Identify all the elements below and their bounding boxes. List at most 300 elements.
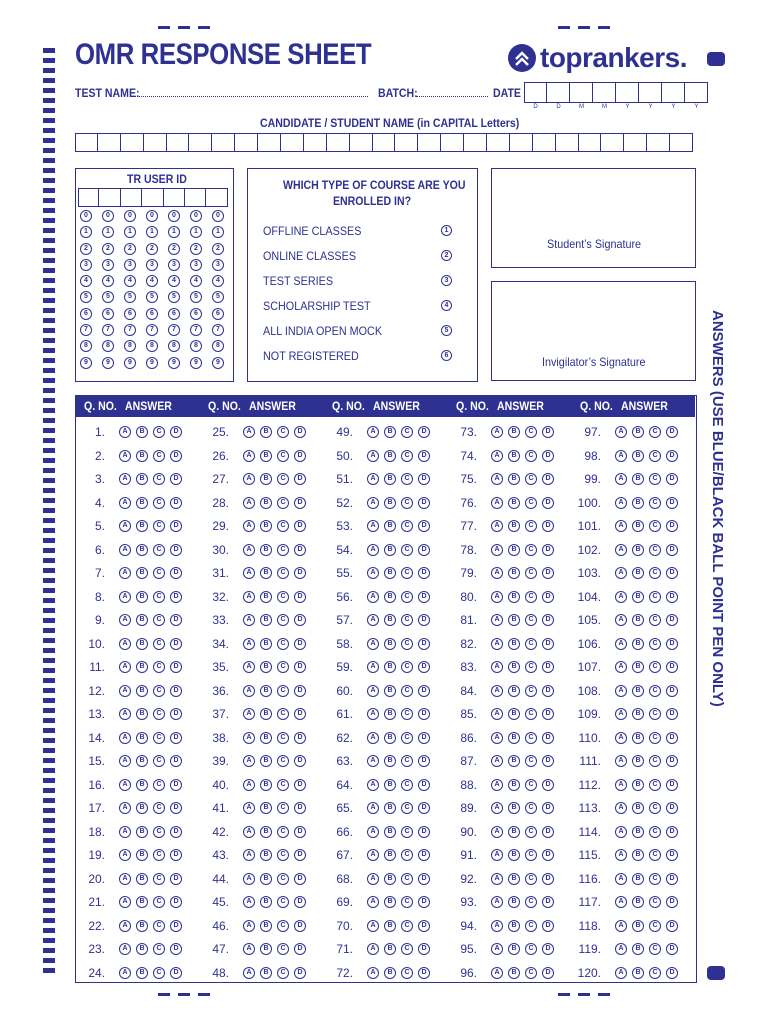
answer-bubble-a[interactable]: A bbox=[119, 544, 131, 556]
answer-bubble-a[interactable]: A bbox=[119, 661, 131, 673]
answer-bubble-a[interactable]: A bbox=[491, 544, 503, 556]
answer-bubble-d[interactable]: D bbox=[666, 708, 678, 720]
answer-bubble-a[interactable]: A bbox=[491, 779, 503, 791]
answer-bubble-c[interactable]: C bbox=[525, 732, 537, 744]
answer-bubble-c[interactable]: C bbox=[525, 497, 537, 509]
digit-bubble[interactable]: 8 bbox=[80, 340, 92, 352]
name-letter-cell[interactable] bbox=[350, 133, 373, 152]
answer-bubble-d[interactable]: D bbox=[542, 732, 554, 744]
answer-bubble-a[interactable]: A bbox=[243, 614, 255, 626]
digit-bubble[interactable]: 7 bbox=[168, 324, 180, 336]
digit-bubble[interactable]: 8 bbox=[212, 340, 224, 352]
answer-bubble-a[interactable]: A bbox=[119, 896, 131, 908]
answer-bubble-a[interactable]: A bbox=[367, 591, 379, 603]
answer-bubble-b[interactable]: B bbox=[136, 708, 148, 720]
answer-bubble-c[interactable]: C bbox=[649, 497, 661, 509]
answer-bubble-d[interactable]: D bbox=[170, 544, 182, 556]
answer-bubble-a[interactable]: A bbox=[119, 802, 131, 814]
answer-bubble-a[interactable]: A bbox=[119, 614, 131, 626]
answer-bubble-b[interactable]: B bbox=[136, 473, 148, 485]
answer-bubble-a[interactable]: A bbox=[367, 779, 379, 791]
digit-bubble[interactable]: 3 bbox=[80, 259, 92, 271]
answer-bubble-d[interactable]: D bbox=[294, 732, 306, 744]
answer-bubble-b[interactable]: B bbox=[632, 920, 644, 932]
digit-bubble[interactable]: 5 bbox=[212, 291, 224, 303]
answer-bubble-c[interactable]: C bbox=[277, 802, 289, 814]
answer-bubble-d[interactable]: D bbox=[542, 967, 554, 979]
answer-bubble-a[interactable]: A bbox=[243, 802, 255, 814]
answer-bubble-d[interactable]: D bbox=[294, 967, 306, 979]
batch-field[interactable] bbox=[416, 96, 488, 97]
answer-bubble-d[interactable]: D bbox=[666, 520, 678, 532]
answer-bubble-c[interactable]: C bbox=[277, 755, 289, 767]
answer-bubble-c[interactable]: C bbox=[277, 567, 289, 579]
answer-bubble-d[interactable]: D bbox=[542, 473, 554, 485]
answer-bubble-b[interactable]: B bbox=[384, 685, 396, 697]
user-id-digit-cell[interactable] bbox=[142, 188, 163, 207]
name-letter-cell[interactable] bbox=[670, 133, 693, 152]
digit-bubble[interactable]: 5 bbox=[146, 291, 158, 303]
answer-bubble-b[interactable]: B bbox=[260, 426, 272, 438]
answer-bubble-c[interactable]: C bbox=[277, 450, 289, 462]
answer-bubble-a[interactable]: A bbox=[367, 473, 379, 485]
answer-bubble-d[interactable]: D bbox=[542, 497, 554, 509]
answer-bubble-b[interactable]: B bbox=[508, 638, 520, 650]
date-digit-cell[interactable] bbox=[570, 82, 593, 103]
digit-bubble[interactable]: 6 bbox=[102, 308, 114, 320]
course-option-bubble[interactable]: 6 bbox=[441, 350, 452, 361]
name-letter-cell[interactable] bbox=[556, 133, 579, 152]
answer-bubble-c[interactable]: C bbox=[525, 591, 537, 603]
answer-bubble-c[interactable]: C bbox=[401, 755, 413, 767]
answer-bubble-b[interactable]: B bbox=[632, 544, 644, 556]
name-letter-cell[interactable] bbox=[418, 133, 441, 152]
answer-bubble-a[interactable]: A bbox=[367, 920, 379, 932]
answer-bubble-a[interactable]: A bbox=[243, 497, 255, 509]
date-digit-cell[interactable] bbox=[616, 82, 639, 103]
answer-bubble-a[interactable]: A bbox=[491, 873, 503, 885]
answer-bubble-a[interactable]: A bbox=[491, 520, 503, 532]
answer-bubble-c[interactable]: C bbox=[649, 661, 661, 673]
answer-bubble-d[interactable]: D bbox=[666, 567, 678, 579]
answer-bubble-c[interactable]: C bbox=[649, 450, 661, 462]
answer-bubble-c[interactable]: C bbox=[649, 967, 661, 979]
answer-bubble-a[interactable]: A bbox=[491, 802, 503, 814]
answer-bubble-c[interactable]: C bbox=[401, 826, 413, 838]
answer-bubble-d[interactable]: D bbox=[418, 638, 430, 650]
answer-bubble-b[interactable]: B bbox=[508, 708, 520, 720]
answer-bubble-b[interactable]: B bbox=[632, 896, 644, 908]
name-letter-cell[interactable] bbox=[327, 133, 350, 152]
answer-bubble-b[interactable]: B bbox=[260, 802, 272, 814]
digit-bubble[interactable]: 4 bbox=[212, 275, 224, 287]
name-letter-cell[interactable] bbox=[281, 133, 304, 152]
answer-bubble-d[interactable]: D bbox=[542, 802, 554, 814]
answer-bubble-a[interactable]: A bbox=[491, 896, 503, 908]
digit-bubble[interactable]: 1 bbox=[212, 226, 224, 238]
course-option-bubble[interactable]: 4 bbox=[441, 300, 452, 311]
answer-bubble-d[interactable]: D bbox=[418, 567, 430, 579]
digit-bubble[interactable]: 4 bbox=[190, 275, 202, 287]
answer-bubble-d[interactable]: D bbox=[294, 661, 306, 673]
digit-bubble[interactable]: 4 bbox=[124, 275, 136, 287]
answer-bubble-d[interactable]: D bbox=[170, 614, 182, 626]
answer-bubble-b[interactable]: B bbox=[384, 826, 396, 838]
answer-bubble-d[interactable]: D bbox=[418, 802, 430, 814]
answer-bubble-a[interactable]: A bbox=[491, 708, 503, 720]
answer-bubble-b[interactable]: B bbox=[136, 920, 148, 932]
answer-bubble-a[interactable]: A bbox=[615, 779, 627, 791]
answer-bubble-b[interactable]: B bbox=[384, 426, 396, 438]
answer-bubble-d[interactable]: D bbox=[294, 920, 306, 932]
answer-bubble-b[interactable]: B bbox=[384, 896, 396, 908]
answer-bubble-a[interactable]: A bbox=[243, 826, 255, 838]
answer-bubble-d[interactable]: D bbox=[170, 567, 182, 579]
answer-bubble-a[interactable]: A bbox=[491, 755, 503, 767]
answer-bubble-c[interactable]: C bbox=[401, 920, 413, 932]
digit-bubble[interactable]: 6 bbox=[146, 308, 158, 320]
answer-bubble-c[interactable]: C bbox=[525, 802, 537, 814]
answer-bubble-a[interactable]: A bbox=[615, 896, 627, 908]
answer-bubble-a[interactable]: A bbox=[367, 873, 379, 885]
answer-bubble-c[interactable]: C bbox=[649, 591, 661, 603]
answer-bubble-d[interactable]: D bbox=[418, 708, 430, 720]
digit-bubble[interactable]: 9 bbox=[212, 357, 224, 369]
answer-bubble-c[interactable]: C bbox=[277, 685, 289, 697]
digit-bubble[interactable]: 8 bbox=[102, 340, 114, 352]
answer-bubble-c[interactable]: C bbox=[649, 473, 661, 485]
answer-bubble-d[interactable]: D bbox=[170, 685, 182, 697]
answer-bubble-d[interactable]: D bbox=[418, 896, 430, 908]
answer-bubble-d[interactable]: D bbox=[542, 685, 554, 697]
answer-bubble-c[interactable]: C bbox=[277, 708, 289, 720]
answer-bubble-d[interactable]: D bbox=[666, 591, 678, 603]
answer-bubble-b[interactable]: B bbox=[136, 520, 148, 532]
answer-bubble-a[interactable]: A bbox=[367, 802, 379, 814]
answer-bubble-c[interactable]: C bbox=[401, 896, 413, 908]
answer-bubble-d[interactable]: D bbox=[294, 544, 306, 556]
name-letter-cell[interactable] bbox=[510, 133, 533, 152]
answer-bubble-b[interactable]: B bbox=[632, 661, 644, 673]
answer-bubble-a[interactable]: A bbox=[615, 661, 627, 673]
answer-bubble-b[interactable]: B bbox=[260, 685, 272, 697]
digit-bubble[interactable]: 0 bbox=[124, 210, 136, 222]
answer-bubble-a[interactable]: A bbox=[367, 896, 379, 908]
course-option-bubble[interactable]: 2 bbox=[441, 250, 452, 261]
answer-bubble-a[interactable]: A bbox=[367, 943, 379, 955]
answer-bubble-a[interactable]: A bbox=[615, 450, 627, 462]
digit-bubble[interactable]: 3 bbox=[190, 259, 202, 271]
answer-bubble-d[interactable]: D bbox=[170, 520, 182, 532]
answer-bubble-a[interactable]: A bbox=[243, 426, 255, 438]
answer-bubble-d[interactable]: D bbox=[170, 849, 182, 861]
date-digit-cell[interactable] bbox=[662, 82, 685, 103]
answer-bubble-b[interactable]: B bbox=[260, 732, 272, 744]
answer-bubble-a[interactable]: A bbox=[615, 873, 627, 885]
answer-bubble-d[interactable]: D bbox=[418, 826, 430, 838]
answer-bubble-d[interactable]: D bbox=[294, 638, 306, 650]
answer-bubble-d[interactable]: D bbox=[666, 544, 678, 556]
answer-bubble-a[interactable]: A bbox=[243, 732, 255, 744]
answer-bubble-b[interactable]: B bbox=[632, 567, 644, 579]
answer-bubble-a[interactable]: A bbox=[491, 426, 503, 438]
answer-bubble-d[interactable]: D bbox=[170, 497, 182, 509]
answer-bubble-a[interactable]: A bbox=[615, 473, 627, 485]
answer-bubble-a[interactable]: A bbox=[119, 873, 131, 885]
answer-bubble-c[interactable]: C bbox=[153, 638, 165, 650]
name-letter-cell[interactable] bbox=[441, 133, 464, 152]
answer-bubble-d[interactable]: D bbox=[294, 473, 306, 485]
answer-bubble-c[interactable]: C bbox=[401, 567, 413, 579]
answer-bubble-b[interactable]: B bbox=[384, 638, 396, 650]
answer-bubble-d[interactable]: D bbox=[542, 661, 554, 673]
answer-bubble-d[interactable]: D bbox=[666, 497, 678, 509]
answer-bubble-b[interactable]: B bbox=[136, 873, 148, 885]
digit-bubble[interactable]: 3 bbox=[146, 259, 158, 271]
answer-bubble-c[interactable]: C bbox=[277, 967, 289, 979]
answer-bubble-b[interactable]: B bbox=[136, 943, 148, 955]
answer-bubble-a[interactable]: A bbox=[243, 544, 255, 556]
answer-bubble-d[interactable]: D bbox=[418, 755, 430, 767]
answer-bubble-c[interactable]: C bbox=[525, 849, 537, 861]
answer-bubble-a[interactable]: A bbox=[367, 520, 379, 532]
answer-bubble-c[interactable]: C bbox=[153, 473, 165, 485]
digit-bubble[interactable]: 4 bbox=[80, 275, 92, 287]
answer-bubble-a[interactable]: A bbox=[243, 873, 255, 885]
answer-bubble-c[interactable]: C bbox=[401, 708, 413, 720]
answer-bubble-c[interactable]: C bbox=[525, 544, 537, 556]
digit-bubble[interactable]: 6 bbox=[212, 308, 224, 320]
digit-bubble[interactable]: 0 bbox=[146, 210, 158, 222]
test-name-field[interactable] bbox=[134, 96, 368, 97]
answer-bubble-b[interactable]: B bbox=[136, 426, 148, 438]
digit-bubble[interactable]: 4 bbox=[102, 275, 114, 287]
answer-bubble-a[interactable]: A bbox=[119, 943, 131, 955]
answer-bubble-c[interactable]: C bbox=[401, 426, 413, 438]
answer-bubble-b[interactable]: B bbox=[260, 497, 272, 509]
digit-bubble[interactable]: 1 bbox=[190, 226, 202, 238]
answer-bubble-d[interactable]: D bbox=[666, 638, 678, 650]
answer-bubble-c[interactable]: C bbox=[401, 614, 413, 626]
answer-bubble-d[interactable]: D bbox=[418, 614, 430, 626]
answer-bubble-b[interactable]: B bbox=[508, 826, 520, 838]
answer-bubble-c[interactable]: C bbox=[649, 802, 661, 814]
answer-bubble-c[interactable]: C bbox=[525, 450, 537, 462]
answer-bubble-b[interactable]: B bbox=[508, 732, 520, 744]
answer-bubble-c[interactable]: C bbox=[401, 473, 413, 485]
answer-bubble-b[interactable]: B bbox=[136, 450, 148, 462]
answer-bubble-b[interactable]: B bbox=[508, 591, 520, 603]
user-id-digit-cell[interactable] bbox=[78, 188, 99, 207]
answer-bubble-b[interactable]: B bbox=[260, 967, 272, 979]
answer-bubble-a[interactable]: A bbox=[491, 567, 503, 579]
answer-bubble-b[interactable]: B bbox=[632, 849, 644, 861]
answer-bubble-b[interactable]: B bbox=[260, 544, 272, 556]
answer-bubble-a[interactable]: A bbox=[491, 849, 503, 861]
answer-bubble-a[interactable]: A bbox=[119, 920, 131, 932]
answer-bubble-b[interactable]: B bbox=[384, 567, 396, 579]
answer-bubble-a[interactable]: A bbox=[119, 638, 131, 650]
answer-bubble-c[interactable]: C bbox=[525, 755, 537, 767]
answer-bubble-d[interactable]: D bbox=[294, 520, 306, 532]
digit-bubble[interactable]: 9 bbox=[146, 357, 158, 369]
answer-bubble-a[interactable]: A bbox=[367, 638, 379, 650]
digit-bubble[interactable]: 3 bbox=[168, 259, 180, 271]
answer-bubble-b[interactable]: B bbox=[260, 826, 272, 838]
answer-bubble-d[interactable]: D bbox=[666, 685, 678, 697]
answer-bubble-b[interactable]: B bbox=[384, 755, 396, 767]
answer-bubble-b[interactable]: B bbox=[508, 779, 520, 791]
answer-bubble-d[interactable]: D bbox=[170, 967, 182, 979]
answer-bubble-a[interactable]: A bbox=[119, 520, 131, 532]
answer-bubble-d[interactable]: D bbox=[170, 779, 182, 791]
answer-bubble-a[interactable]: A bbox=[615, 943, 627, 955]
answer-bubble-d[interactable]: D bbox=[418, 473, 430, 485]
answer-bubble-c[interactable]: C bbox=[525, 567, 537, 579]
answer-bubble-d[interactable]: D bbox=[666, 661, 678, 673]
answer-bubble-c[interactable]: C bbox=[153, 497, 165, 509]
answer-bubble-a[interactable]: A bbox=[243, 591, 255, 603]
answer-bubble-b[interactable]: B bbox=[632, 755, 644, 767]
answer-bubble-b[interactable]: B bbox=[632, 473, 644, 485]
answer-bubble-a[interactable]: A bbox=[615, 497, 627, 509]
answer-bubble-c[interactable]: C bbox=[153, 873, 165, 885]
answer-bubble-c[interactable]: C bbox=[277, 544, 289, 556]
answer-bubble-d[interactable]: D bbox=[294, 497, 306, 509]
answer-bubble-d[interactable]: D bbox=[170, 591, 182, 603]
digit-bubble[interactable]: 6 bbox=[190, 308, 202, 320]
answer-bubble-c[interactable]: C bbox=[525, 614, 537, 626]
answer-bubble-b[interactable]: B bbox=[384, 661, 396, 673]
answer-bubble-b[interactable]: B bbox=[632, 450, 644, 462]
answer-bubble-c[interactable]: C bbox=[649, 520, 661, 532]
answer-bubble-c[interactable]: C bbox=[153, 708, 165, 720]
digit-bubble[interactable]: 5 bbox=[80, 291, 92, 303]
answer-bubble-d[interactable]: D bbox=[170, 802, 182, 814]
answer-bubble-a[interactable]: A bbox=[243, 638, 255, 650]
answer-bubble-c[interactable]: C bbox=[525, 426, 537, 438]
answer-bubble-b[interactable]: B bbox=[508, 802, 520, 814]
answer-bubble-c[interactable]: C bbox=[525, 896, 537, 908]
user-id-entry[interactable] bbox=[78, 188, 228, 207]
answer-bubble-c[interactable]: C bbox=[401, 638, 413, 650]
answer-bubble-c[interactable]: C bbox=[525, 967, 537, 979]
answer-bubble-d[interactable]: D bbox=[666, 732, 678, 744]
answer-bubble-c[interactable]: C bbox=[525, 920, 537, 932]
answer-bubble-c[interactable]: C bbox=[277, 591, 289, 603]
answer-bubble-b[interactable]: B bbox=[384, 732, 396, 744]
answer-bubble-d[interactable]: D bbox=[542, 708, 554, 720]
answer-bubble-c[interactable]: C bbox=[525, 685, 537, 697]
answer-bubble-c[interactable]: C bbox=[401, 685, 413, 697]
name-letter-cell[interactable] bbox=[144, 133, 167, 152]
answer-bubble-d[interactable]: D bbox=[418, 544, 430, 556]
answer-bubble-a[interactable]: A bbox=[119, 779, 131, 791]
answer-bubble-c[interactable]: C bbox=[153, 849, 165, 861]
answer-bubble-b[interactable]: B bbox=[632, 426, 644, 438]
answer-bubble-d[interactable]: D bbox=[418, 497, 430, 509]
digit-bubble[interactable]: 0 bbox=[168, 210, 180, 222]
answer-bubble-b[interactable]: B bbox=[260, 638, 272, 650]
answer-bubble-b[interactable]: B bbox=[384, 450, 396, 462]
answer-bubble-b[interactable]: B bbox=[632, 614, 644, 626]
answer-bubble-c[interactable]: C bbox=[277, 732, 289, 744]
answer-bubble-b[interactable]: B bbox=[260, 450, 272, 462]
answer-bubble-b[interactable]: B bbox=[384, 473, 396, 485]
answer-bubble-b[interactable]: B bbox=[260, 473, 272, 485]
answer-bubble-c[interactable]: C bbox=[153, 920, 165, 932]
answer-bubble-d[interactable]: D bbox=[170, 873, 182, 885]
answer-bubble-d[interactable]: D bbox=[542, 849, 554, 861]
course-option-bubble[interactable]: 1 bbox=[441, 225, 452, 236]
answer-bubble-b[interactable]: B bbox=[508, 685, 520, 697]
answer-bubble-b[interactable]: B bbox=[508, 755, 520, 767]
digit-bubble[interactable]: 2 bbox=[124, 243, 136, 255]
name-letter-cell[interactable] bbox=[487, 133, 510, 152]
answer-bubble-b[interactable]: B bbox=[632, 943, 644, 955]
digit-bubble[interactable]: 2 bbox=[212, 243, 224, 255]
answer-bubble-c[interactable]: C bbox=[277, 920, 289, 932]
digit-bubble[interactable]: 7 bbox=[212, 324, 224, 336]
answer-bubble-a[interactable]: A bbox=[367, 426, 379, 438]
answer-bubble-b[interactable]: B bbox=[508, 614, 520, 626]
answer-bubble-a[interactable]: A bbox=[119, 497, 131, 509]
answer-bubble-b[interactable]: B bbox=[136, 614, 148, 626]
answer-bubble-c[interactable]: C bbox=[277, 943, 289, 955]
answer-bubble-b[interactable]: B bbox=[260, 661, 272, 673]
answer-bubble-c[interactable]: C bbox=[401, 450, 413, 462]
answer-bubble-c[interactable]: C bbox=[401, 967, 413, 979]
answer-bubble-b[interactable]: B bbox=[508, 497, 520, 509]
date-field[interactable] bbox=[524, 82, 708, 103]
answer-bubble-b[interactable]: B bbox=[632, 520, 644, 532]
answer-bubble-d[interactable]: D bbox=[170, 896, 182, 908]
answer-bubble-c[interactable]: C bbox=[401, 544, 413, 556]
answer-bubble-b[interactable]: B bbox=[632, 638, 644, 650]
answer-bubble-a[interactable]: A bbox=[615, 967, 627, 979]
answer-bubble-a[interactable]: A bbox=[119, 967, 131, 979]
answer-bubble-c[interactable]: C bbox=[153, 426, 165, 438]
answer-bubble-b[interactable]: B bbox=[384, 708, 396, 720]
name-letter-cell[interactable] bbox=[75, 133, 98, 152]
answer-bubble-c[interactable]: C bbox=[649, 567, 661, 579]
answer-bubble-d[interactable]: D bbox=[294, 614, 306, 626]
answer-bubble-d[interactable]: D bbox=[666, 873, 678, 885]
digit-bubble[interactable]: 4 bbox=[146, 275, 158, 287]
answer-bubble-b[interactable]: B bbox=[260, 567, 272, 579]
answer-bubble-b[interactable]: B bbox=[260, 943, 272, 955]
answer-bubble-d[interactable]: D bbox=[418, 967, 430, 979]
answer-bubble-c[interactable]: C bbox=[649, 426, 661, 438]
answer-bubble-a[interactable]: A bbox=[491, 591, 503, 603]
answer-bubble-d[interactable]: D bbox=[542, 779, 554, 791]
answer-bubble-c[interactable]: C bbox=[525, 779, 537, 791]
answer-bubble-a[interactable]: A bbox=[119, 755, 131, 767]
answer-bubble-b[interactable]: B bbox=[260, 755, 272, 767]
answer-bubble-b[interactable]: B bbox=[136, 497, 148, 509]
answer-bubble-a[interactable]: A bbox=[615, 426, 627, 438]
answer-bubble-a[interactable]: A bbox=[615, 802, 627, 814]
answer-bubble-d[interactable]: D bbox=[294, 802, 306, 814]
user-id-digit-cell[interactable] bbox=[206, 188, 227, 207]
answer-bubble-c[interactable]: C bbox=[525, 473, 537, 485]
digit-bubble[interactable]: 7 bbox=[102, 324, 114, 336]
answer-bubble-d[interactable]: D bbox=[542, 544, 554, 556]
answer-bubble-d[interactable]: D bbox=[542, 591, 554, 603]
answer-bubble-c[interactable]: C bbox=[401, 779, 413, 791]
answer-bubble-c[interactable]: C bbox=[277, 614, 289, 626]
answer-bubble-c[interactable]: C bbox=[153, 967, 165, 979]
